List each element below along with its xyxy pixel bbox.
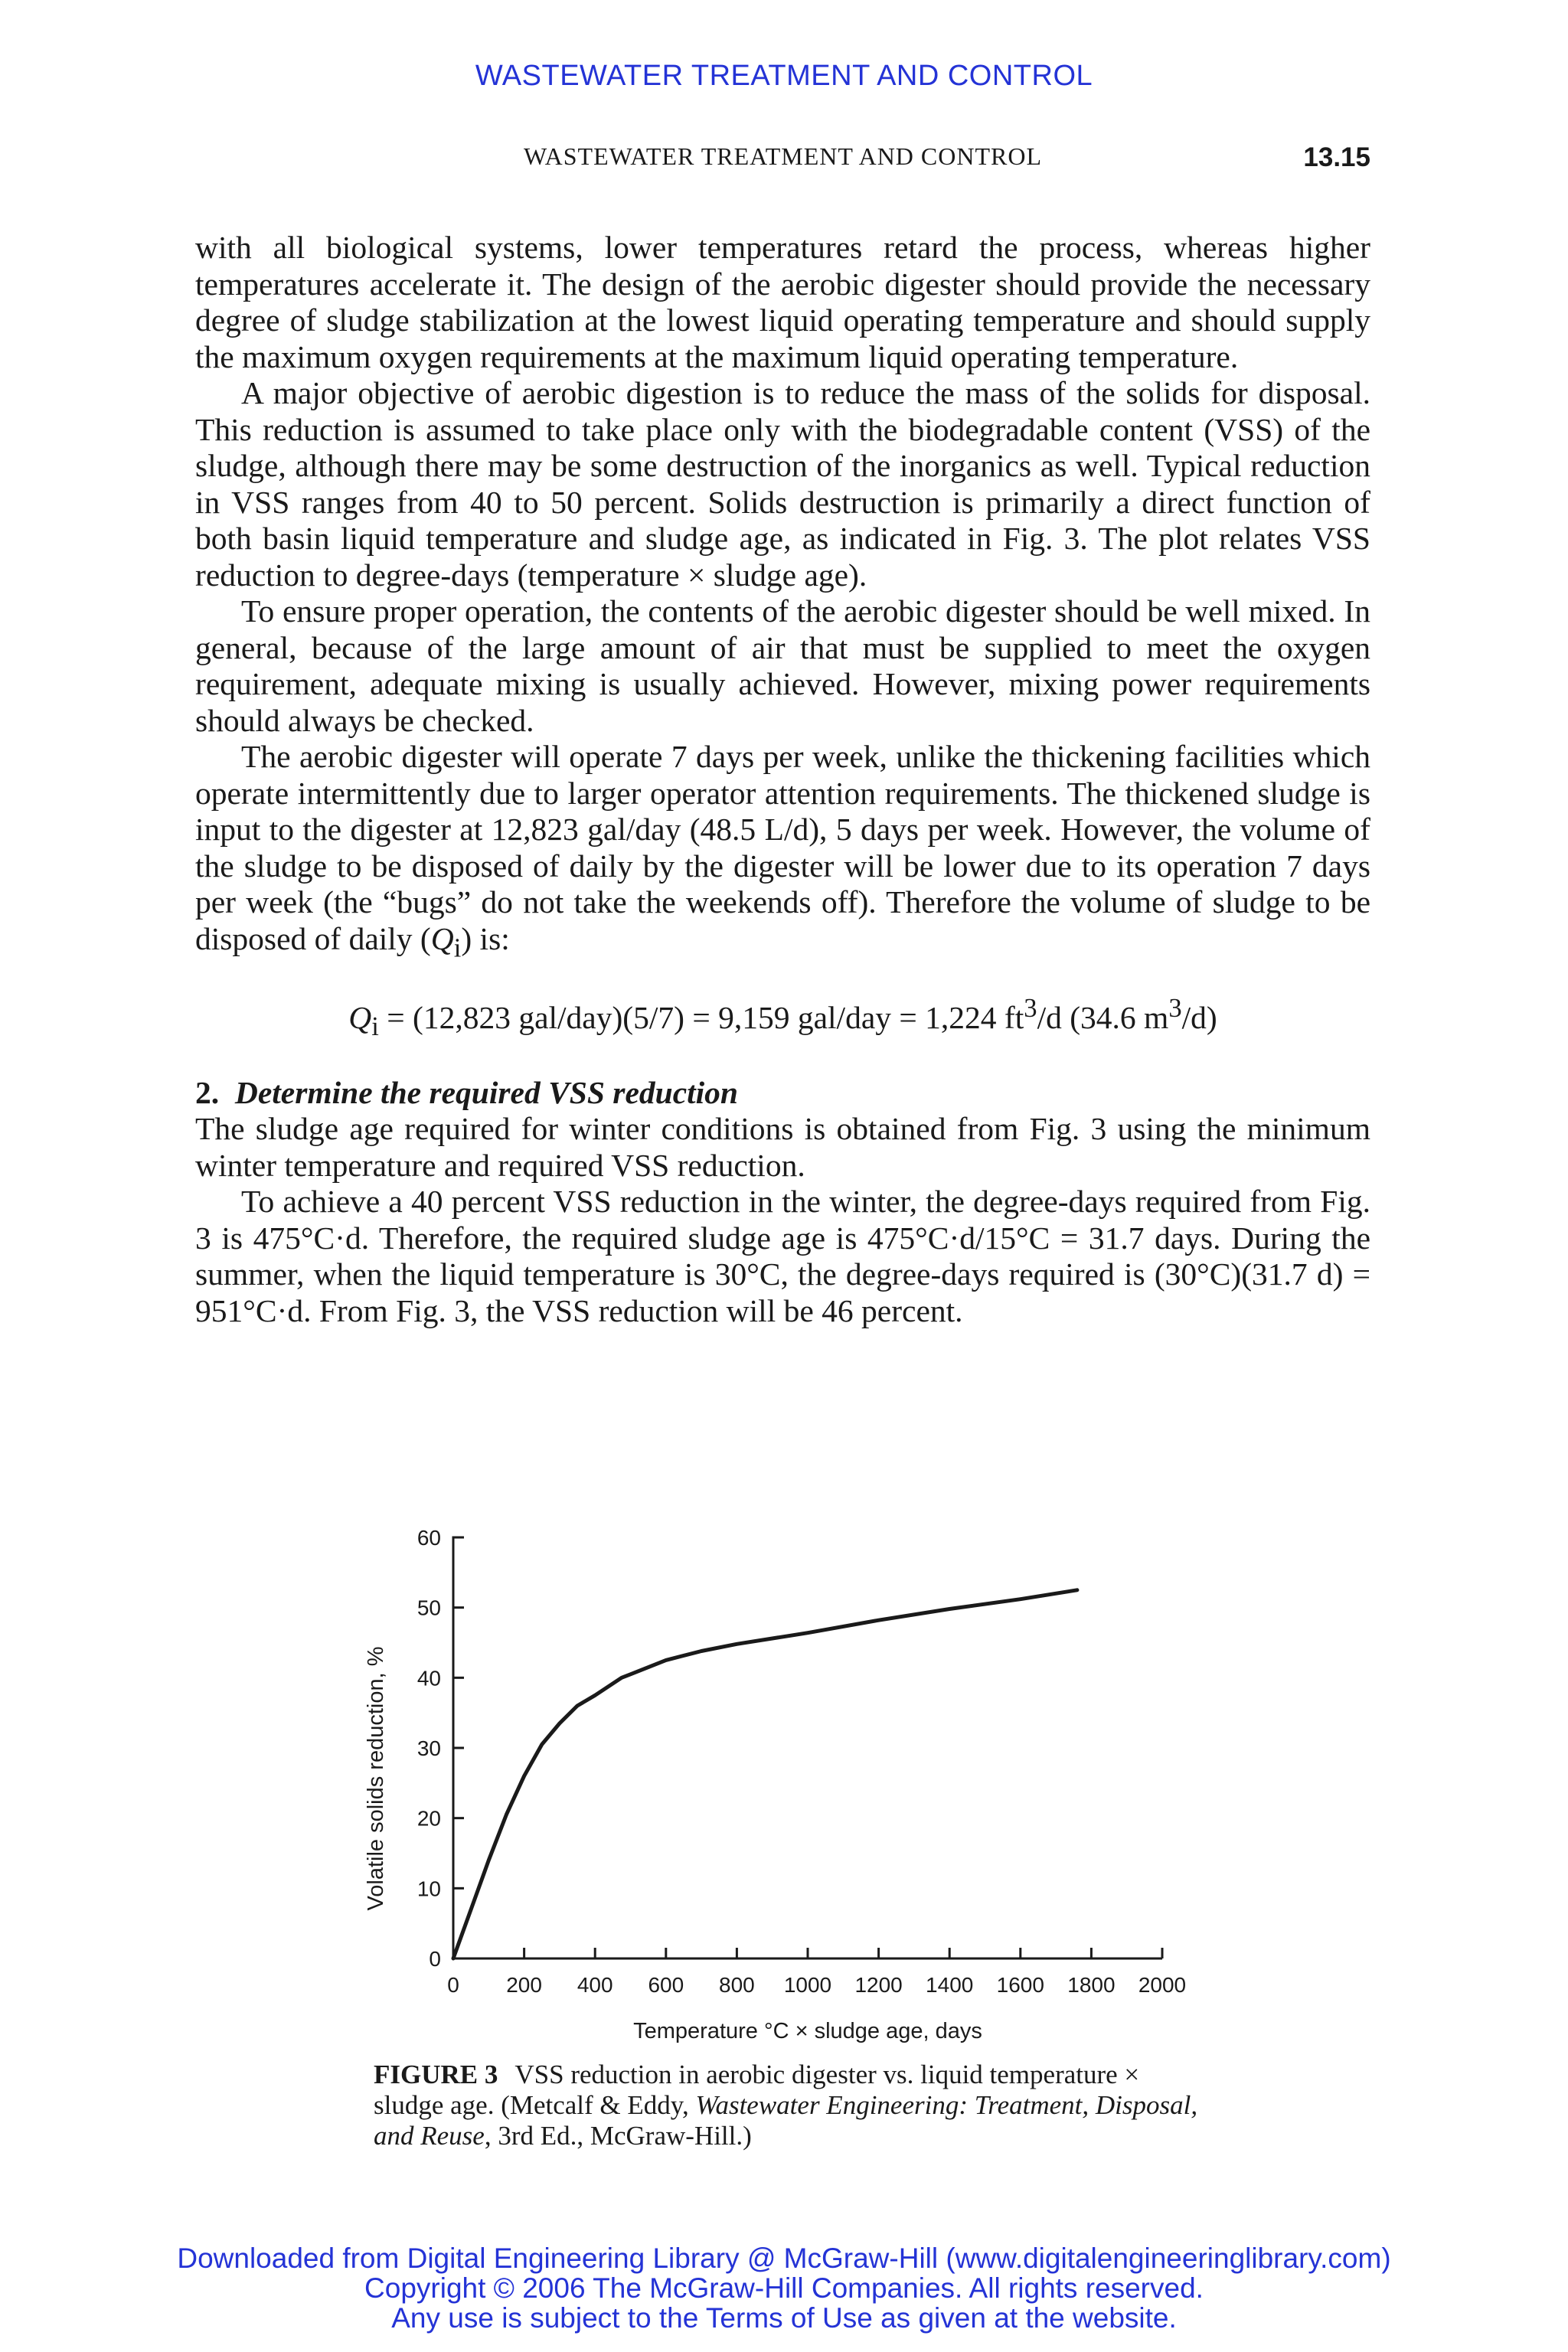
eq-sup-1: 3 <box>1024 994 1037 1024</box>
eq-part-c: /d) <box>1181 1000 1217 1036</box>
running-head <box>195 142 1370 179</box>
caption-text-a: VSS reduction in aerobic digester vs. liquid temperature × sludge age. (Metcalf & Eddy, <box>374 2060 1140 2120</box>
y-axis-label: Volatile solids reduction, % <box>364 1646 388 1911</box>
y-tick-label: 10 <box>416 1877 441 1901</box>
vss-reduction-curve <box>453 1590 1077 1958</box>
paragraph-3: To ensure proper operation, the contents of the aerobic digester should be well mixed. In general, because of the large amount of air that must be supplied to meet the oxygen requirement, adequate mixing is usually achieved. However, mixing power requirements should always be checked. <box>195 593 1370 738</box>
footer-line-1: Downloaded from Digital Engineering Library @ McGraw-Hill (www.digitalengineeringlibrary.com) <box>177 2243 1391 2274</box>
equation <box>195 991 1370 1046</box>
eq-part-b: /d (34.6 m <box>1037 1000 1169 1036</box>
y-tick-label: 60 <box>416 1526 441 1550</box>
footer-line-3: Any use is subject to the Terms of Use as given at the website. <box>391 2302 1177 2334</box>
y-tick-label: 40 <box>416 1666 441 1690</box>
figure-caption <box>374 2060 1200 2151</box>
y-tick-label: 50 <box>416 1596 441 1620</box>
eq-variable: Q <box>348 1000 372 1036</box>
paragraph-4 <box>195 739 1370 966</box>
y-tick-label: 0 <box>429 1947 441 1971</box>
step-number: 2. <box>195 1074 220 1110</box>
x-tick-label: 0 <box>447 1973 459 1997</box>
x-tick-label: 1800 <box>1067 1973 1116 1997</box>
chart-svg <box>360 1516 1225 2067</box>
chart-axes <box>453 1537 1162 1958</box>
footer-line-2: Copyright © 2006 The McGraw-Hill Companies. All rights reserved. <box>364 2272 1204 2304</box>
x-tick-label: 1000 <box>783 1973 832 1997</box>
paragraph-6: To achieve a 40 percent VSS reduction in the winter, the degree-days required from Fig. 3 is 475°C·d. Therefore, the required sludge age is 475°C·d/15°C = 31.7 days. During the summer, when the liquid temperature is 30°C, the degree-days required is (30°C)(31.7 d) = 951°C·d. From Fig. 3, the VSS reduction will be 46 percent. <box>195 1184 1370 1328</box>
chart-series <box>453 1590 1077 1958</box>
figure-3-chart <box>360 1516 1225 2067</box>
download-footer <box>0 2243 1568 2333</box>
q-variable: Q <box>430 920 454 956</box>
caption-book-title: Wastewater Engineering: Treatment, Disposal, and Reuse <box>374 2090 1198 2151</box>
eq-part-a: = (12,823 gal/day)(5/7) = 9,159 gal/day = 1,224 ft <box>378 1000 1024 1036</box>
step-title: Determine the required VSS reduction <box>234 1074 739 1110</box>
y-tick-label: 20 <box>416 1806 441 1831</box>
paragraph-4-text: The aerobic digester will operate 7 days per week, unlike the thickening facilities which operate intermittently due to larger operator attention requirements. The thickened sludge is input to the digester at 12,823 gal/day (48.5 L/d), 5 days per week. However, the volume of the sludge to be disposed of daily by the digester will be lower due to its operation 7 days per week (the “bugs” do not take the weekends off). Therefore the volume of sludge to be disposed of daily ( <box>195 739 1370 956</box>
x-tick-label: 1600 <box>996 1973 1044 1997</box>
running-title: WASTEWATER TREATMENT AND CONTROL <box>523 142 1043 170</box>
page-number: 13.15 <box>1303 142 1370 172</box>
step-heading <box>195 1075 1370 1112</box>
body-text <box>195 230 1370 1329</box>
x-tick-label: 800 <box>719 1973 755 1997</box>
x-tick-label: 600 <box>648 1973 684 1997</box>
eq-subscript: i <box>371 1012 379 1042</box>
x-axis-label: Temperature °C × sludge age, days <box>633 2019 982 2043</box>
x-tick-label: 2000 <box>1138 1973 1187 1997</box>
y-tick-label: 30 <box>416 1736 441 1760</box>
figure-label: FIGURE 3 <box>374 2060 498 2089</box>
x-tick-label: 200 <box>506 1973 542 1997</box>
x-tick-label: 1200 <box>854 1973 903 1997</box>
x-tick-label: 1400 <box>926 1973 974 1997</box>
caption-text-b: , 3rd Ed., McGraw-Hill.) <box>484 2121 752 2151</box>
q-subscript: i <box>453 933 462 962</box>
top-banner: WASTEWATER TREATMENT AND CONTROL <box>475 60 1093 92</box>
eq-sup-2: 3 <box>1168 994 1182 1024</box>
x-tick-label: 400 <box>577 1973 613 1997</box>
paragraph-5: The sludge age required for winter conditions is obtained from Fig. 3 using the minimum winter temperature and required VSS reduction. <box>195 1111 1370 1183</box>
paragraph-4-end: ) is: <box>461 920 510 956</box>
paragraph-2: A major objective of aerobic digestion is to reduce the mass of the solids for disposal. This reduction is assumed to take place only with the biodegradable content (VSS) of the sludge, although there may be some destruction of the inorganics as well. Typical reduction in VSS ranges from 40 to 50 percent. Solids destruction is primarily a direct function of both basin liquid temperature and sludge age, as indicated in Fig. 3. The plot relates VSS reduction to degree-days (temperature × sludge age). <box>195 375 1370 593</box>
paragraph-1: with all biological systems, lower temperatures retard the process, whereas higher temperatures accelerate it. The design of the aerobic digester should provide the necessary degree of sludge stabilization at the lowest liquid operating temperature and should supply the maximum oxygen requirements at the maximum liquid operating temperature. <box>195 230 1370 374</box>
